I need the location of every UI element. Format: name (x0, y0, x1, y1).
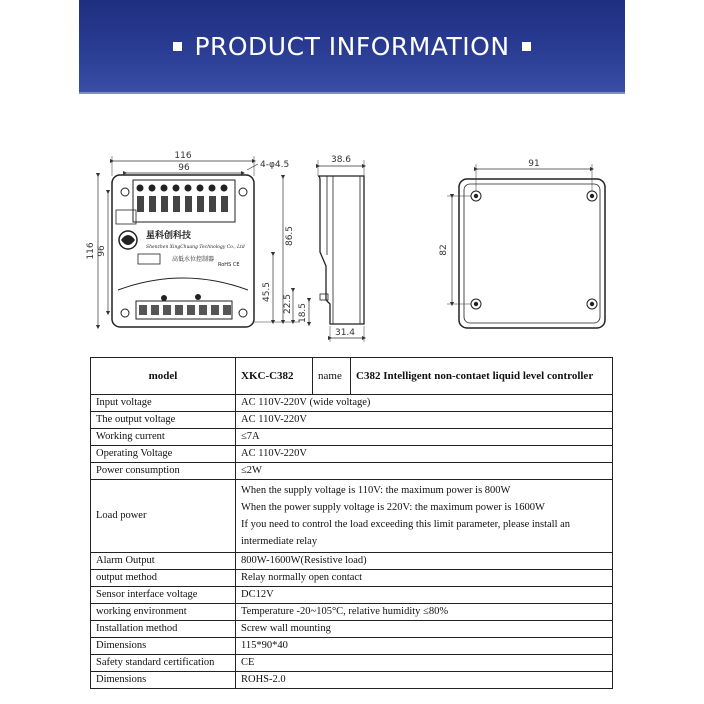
row-value: ROHS-2.0 (236, 672, 613, 689)
dim-front-width: 116 (174, 151, 192, 161)
table-row (91, 446, 613, 463)
load-power-line: If you need to control the load exceeding this limit parameter, please install an (241, 519, 571, 530)
row-label: working environment (91, 604, 236, 621)
table-row (91, 655, 613, 672)
dim-front-inner-width: 96 (178, 163, 190, 173)
dim-front-inner-height: 96 (97, 245, 107, 257)
dim-side-base: 31.4 (334, 328, 356, 338)
row-label: Power consumption (91, 463, 236, 480)
table-row (91, 429, 613, 446)
row-label: Dimensions (91, 672, 236, 689)
row-label: Dimensions (91, 638, 236, 655)
dim-back-width: 91 (528, 159, 540, 169)
table-row (91, 621, 613, 638)
table-row (91, 412, 613, 429)
technical-drawing (0, 140, 704, 350)
board-brand-sub: Shenzhen XingChuang Technology Co., Ltd (146, 245, 245, 250)
row-label: Operating Voltage (91, 446, 236, 463)
table-row (91, 553, 613, 570)
dim-back-height: 82 (439, 244, 449, 256)
bullet-square-icon (173, 42, 182, 51)
row-value: ≤7A (236, 429, 613, 446)
table-row (91, 604, 613, 621)
side-view (298, 155, 364, 342)
load-power-line: When the power supply voltage is 220V: the maximum power is 1600W (241, 502, 545, 513)
dim-45-5: 45.5 (262, 281, 272, 303)
board-product: 高低水位控制器 (172, 256, 215, 263)
dim-86-5: 86.5 (285, 225, 295, 247)
header-banner (79, 0, 625, 94)
table-row (91, 672, 613, 689)
load-power-line: intermediate relay (241, 536, 318, 547)
row-label: Load power (91, 480, 236, 553)
table-row (91, 587, 613, 604)
table-row (91, 395, 613, 412)
dim-hole: 4-φ4.5 (260, 160, 290, 170)
row-value: ≤2W (236, 463, 613, 480)
row-value: 800W-1600W(Resistive load) (236, 553, 613, 570)
row-label: Input voltage (91, 395, 236, 412)
row-label: output method (91, 570, 236, 587)
row-label: Installation method (91, 621, 236, 638)
dim-22-5: 22.5 (283, 293, 293, 315)
row-value: Screw wall mounting (236, 621, 613, 638)
name-value: C382 Intelligent non-contaet liquid level controller (351, 358, 613, 395)
dim-front-height: 116 (86, 242, 96, 260)
front-view (86, 151, 300, 327)
board-mark: RoHS CE (218, 262, 240, 268)
name-label: name (313, 358, 351, 395)
row-value: Relay normally open contact (236, 570, 613, 587)
table-row-load-power (91, 480, 613, 553)
spec-table (90, 357, 613, 689)
back-view (439, 159, 605, 328)
row-value: 115*90*40 (236, 638, 613, 655)
row-value: Temperature -20~105°C, relative humidity ≤80% (236, 604, 613, 621)
row-label: Safety standard certification (91, 655, 236, 672)
dim-side-depth: 38.6 (330, 155, 352, 165)
row-label: Sensor interface voltage (91, 587, 236, 604)
row-value: AC 110V-220V (236, 446, 613, 463)
row-label: The output voltage (91, 412, 236, 429)
row-value (236, 480, 613, 553)
table-row (91, 638, 613, 655)
board-brand: 星科创科技 (146, 231, 192, 241)
table-header-row (91, 358, 613, 395)
table-row (91, 463, 613, 480)
row-value: AC 110V-220V (236, 412, 613, 429)
page-title: PRODUCT INFORMATION (194, 31, 510, 61)
model-label: model (91, 358, 236, 395)
table-row (91, 570, 613, 587)
row-value: AC 110V-220V (wide voltage) (236, 395, 613, 412)
bullet-square-icon (522, 42, 531, 51)
row-value: CE (236, 655, 613, 672)
row-label: Alarm Output (91, 553, 236, 570)
banner-title (173, 32, 530, 61)
dim-18-5: 18.5 (298, 302, 308, 324)
row-value: DC12V (236, 587, 613, 604)
row-label: Working current (91, 429, 236, 446)
model-value: XKC-C382 (236, 358, 313, 395)
load-power-line: When the supply voltage is 110V: the maximum power is 800W (241, 485, 511, 496)
